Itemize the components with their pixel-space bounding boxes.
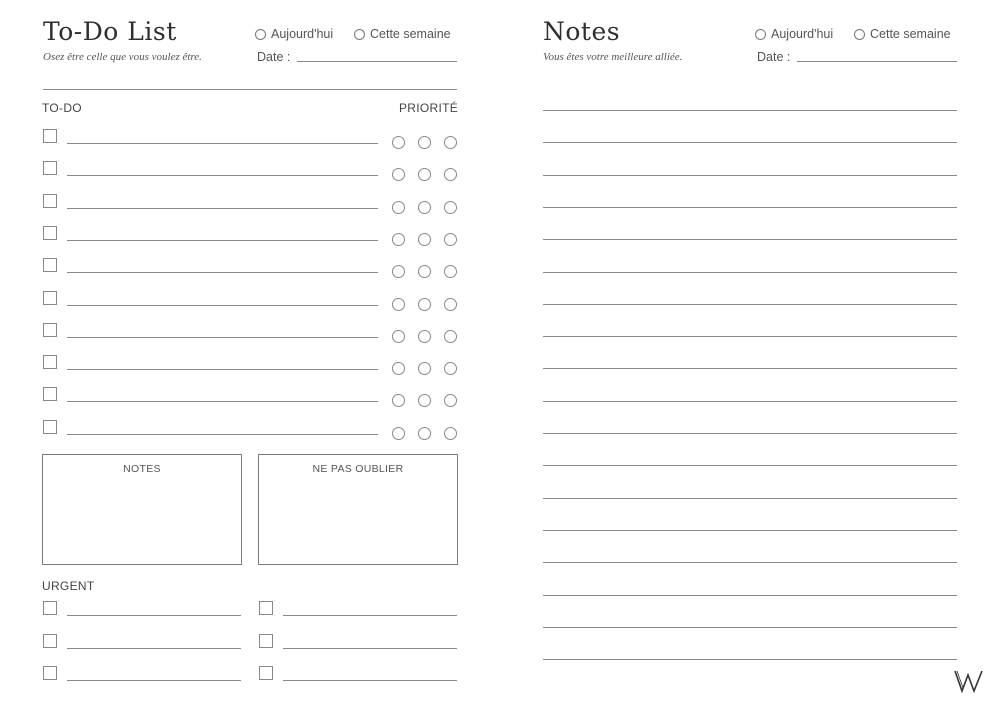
notes-title: Notes (543, 17, 621, 46)
note-line[interactable] (543, 239, 957, 240)
radio-icon[interactable] (854, 29, 865, 40)
notes-box[interactable] (42, 454, 242, 565)
priority-circle[interactable] (392, 298, 405, 311)
urgent-checkbox[interactable] (259, 601, 273, 615)
note-line[interactable] (543, 304, 957, 305)
urgent-checkbox[interactable] (259, 666, 273, 680)
priority-circle[interactable] (392, 427, 405, 440)
todo-line[interactable] (67, 434, 378, 435)
priority-circle[interactable] (418, 394, 431, 407)
priority-circle[interactable] (418, 427, 431, 440)
notes-subtitle: Vous êtes votre meilleure alliée. (543, 51, 683, 63)
priority-circle[interactable] (444, 265, 457, 278)
date-label: Date : (257, 50, 291, 64)
todo-checkbox[interactable] (43, 355, 57, 369)
radio-icon[interactable] (354, 29, 365, 40)
todo-checkbox[interactable] (43, 194, 57, 208)
note-line[interactable] (543, 465, 957, 466)
notes-date-field[interactable] (797, 61, 957, 62)
todo-checkbox[interactable] (43, 291, 57, 305)
note-line[interactable] (543, 498, 957, 499)
priority-circle[interactable] (444, 201, 457, 214)
brand-logo (953, 669, 985, 693)
reminder-box[interactable] (258, 454, 458, 565)
priority-circle[interactable] (444, 394, 457, 407)
notes-option-week-label: Cette semaine (870, 27, 951, 41)
priority-circle[interactable] (392, 330, 405, 343)
urgent-checkbox[interactable] (43, 666, 57, 680)
notes-option-week[interactable] (854, 27, 951, 41)
note-line[interactable] (543, 142, 957, 143)
todo-line[interactable] (67, 305, 378, 306)
note-line[interactable] (543, 207, 957, 208)
priority-circle[interactable] (418, 201, 431, 214)
note-line[interactable] (543, 530, 957, 531)
note-line[interactable] (543, 368, 957, 369)
todo-checkbox[interactable] (43, 387, 57, 401)
todo-line[interactable] (67, 143, 378, 144)
priority-circle[interactable] (444, 427, 457, 440)
radio-icon[interactable] (255, 29, 266, 40)
todo-line[interactable] (67, 208, 378, 209)
urgent-checkbox[interactable] (43, 601, 57, 615)
priority-circle[interactable] (418, 136, 431, 149)
notes-option-today[interactable] (755, 27, 833, 41)
urgent-line[interactable] (67, 615, 241, 616)
urgent-line[interactable] (283, 615, 457, 616)
todo-checkbox[interactable] (43, 161, 57, 175)
urgent-header: URGENT (42, 579, 95, 593)
radio-icon[interactable] (755, 29, 766, 40)
priority-circle[interactable] (418, 168, 431, 181)
priority-circle[interactable] (444, 233, 457, 246)
header-divider (43, 89, 457, 90)
reminder-box-label: NE PAS OUBLIER (312, 463, 404, 475)
todo-checkbox[interactable] (43, 129, 57, 143)
notes-date-label: Date : (757, 50, 791, 64)
priority-circle[interactable] (392, 136, 405, 149)
note-line[interactable] (543, 562, 957, 563)
priority-circle[interactable] (418, 362, 431, 375)
priority-circle[interactable] (444, 298, 457, 311)
urgent-checkbox[interactable] (43, 634, 57, 648)
priority-header: PRIORITÉ (399, 101, 459, 115)
notes-option-today-label: Aujourd'hui (771, 27, 834, 41)
date-field[interactable] (297, 61, 457, 62)
todo-header: TO-DO (42, 101, 82, 115)
urgent-line[interactable] (283, 648, 457, 649)
note-line[interactable] (543, 175, 957, 176)
priority-circle[interactable] (392, 265, 405, 278)
option-today-label: Aujourd'hui (271, 27, 334, 41)
todo-checkbox[interactable] (43, 258, 57, 272)
priority-circle[interactable] (418, 298, 431, 311)
priority-circle[interactable] (444, 136, 457, 149)
priority-circle[interactable] (392, 394, 405, 407)
note-line[interactable] (543, 401, 957, 402)
priority-circle[interactable] (392, 201, 405, 214)
todo-line[interactable] (67, 272, 378, 273)
priority-circle[interactable] (418, 265, 431, 278)
urgent-line[interactable] (67, 680, 241, 681)
option-week-label: Cette semaine (370, 27, 451, 41)
todo-line[interactable] (67, 369, 378, 370)
todo-line[interactable] (67, 240, 378, 241)
note-line[interactable] (543, 595, 957, 596)
todo-title: To-Do List (43, 17, 177, 46)
todo-line[interactable] (67, 401, 378, 402)
todo-line[interactable] (67, 175, 378, 176)
note-line[interactable] (543, 110, 957, 111)
todo-checkbox[interactable] (43, 323, 57, 337)
priority-circle[interactable] (444, 362, 457, 375)
note-line[interactable] (543, 336, 957, 337)
urgent-line[interactable] (283, 680, 457, 681)
todo-checkbox[interactable] (43, 420, 57, 434)
todo-line[interactable] (67, 337, 378, 338)
todo-checkbox[interactable] (43, 226, 57, 240)
priority-circle[interactable] (392, 362, 405, 375)
notes-box-label: NOTES (123, 463, 161, 475)
priority-circle[interactable] (444, 330, 457, 343)
priority-circle[interactable] (392, 168, 405, 181)
option-today[interactable] (255, 27, 333, 41)
urgent-checkbox[interactable] (259, 634, 273, 648)
priority-circle[interactable] (444, 168, 457, 181)
option-week[interactable] (354, 27, 451, 41)
todo-subtitle: Osez être celle que vous voulez être. (43, 51, 202, 63)
note-line[interactable] (543, 272, 957, 273)
priority-circle[interactable] (418, 330, 431, 343)
priority-circle[interactable] (418, 233, 431, 246)
note-line[interactable] (543, 433, 957, 434)
note-line[interactable] (543, 627, 957, 628)
note-line[interactable] (543, 659, 957, 660)
priority-circle[interactable] (392, 233, 405, 246)
urgent-line[interactable] (67, 648, 241, 649)
